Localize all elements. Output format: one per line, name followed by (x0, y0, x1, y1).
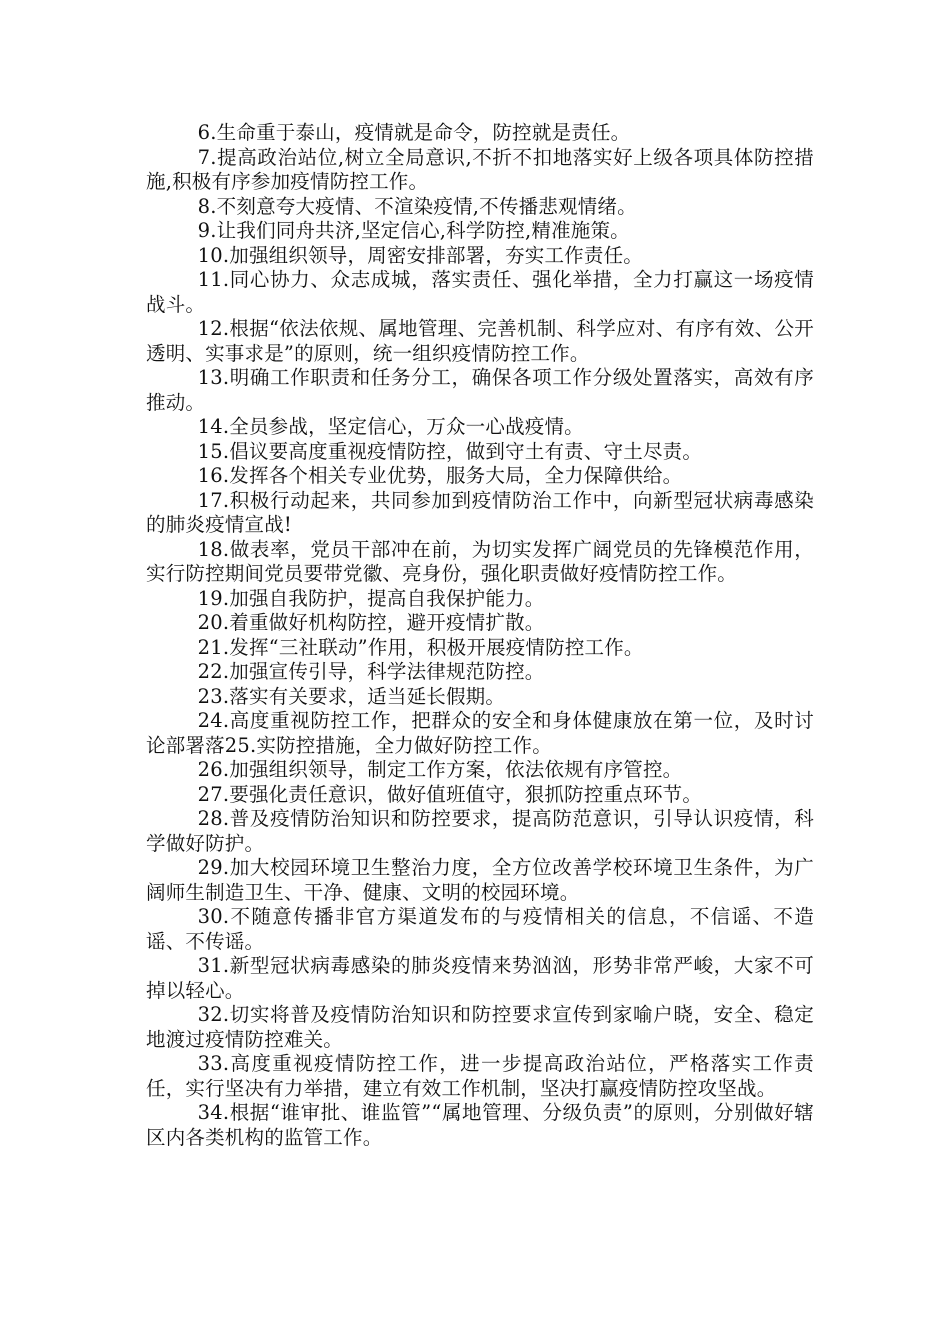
list-item: 26.加强组织领导，制定工作方案，依法依规有序管控。 (197, 758, 683, 781)
list-item: 33.高度重视疫情防控工作，进一步提高政治站位，严格落实工作责任，实行坚决有力举措，建立有效工作机制，坚决打赢疫情防控攻坚战。 (146, 1052, 814, 1100)
list-item: 20.着重做好机构防控，避开疫情扩散。 (197, 611, 545, 634)
list-item: 23.落实有关要求，适当延长假期。 (197, 684, 506, 708)
list-item: 9.让我们同舟共济,坚定信心,科学防控,精准施策。 (197, 219, 630, 242)
list-item: 21.发挥“三社联动”作用，积极开展疫情防控工作。 (197, 635, 644, 659)
list-item: 31.新型冠状病毒感染的肺炎疫情来势汹汹，形势非常严峻，大家不可掉以轻心。 (146, 954, 814, 1002)
list-item: 27.要强化责任意识，做好值班值守，狠抓防控重点环节。 (197, 782, 703, 806)
list-item: 7.提高政治站位,树立全局意识,不折不扣地落实好上级各项具体防控措施,积极有序参加疫情防控工作。 (146, 145, 814, 193)
document-body (146, 121, 814, 1150)
list-item: 32.切实将普及疫情防治知识和防控要求宣传到家喻户晓，安全、稳定地渡过疫情防控难关。 (146, 1003, 814, 1051)
list-item: 6.生命重于泰山，疫情就是命令，防控就是责任。 (197, 121, 631, 144)
list-item: 18.做表率，党员干部冲在前，为切实发挥广阔党员的先锋模范作用，实行防控期间党员要带党徽、亮身份，强化职责做好疫情防控工作。 (146, 537, 814, 585)
list-item: 17.积极行动起来，共同参加到疫情防治工作中，向新型冠状病毒感染的肺炎疫情宣战! (146, 488, 814, 536)
list-item: 16.发挥各个相关专业优势，服务大局，全力保障供给。 (197, 464, 683, 487)
list-item: 30.不随意传播非官方渠道发布的与疫情相关的信息，不信谣、不造谣、不传谣。 (146, 905, 814, 953)
list-item: 22.加强宣传引导，科学法律规范防控。 (197, 660, 545, 683)
list-item: 29.加大校园环境卫生整治力度，全方位改善学校环境卫生条件，为广阔师生制造卫生、干净、健康、文明的校园环境。 (146, 856, 814, 904)
list-item: 11.同心协力、众志成城，落实责任、强化举措，全力打赢这一场疫情战斗。 (146, 268, 814, 316)
list-item: 13.明确工作职责和任务分工，确保各项工作分级处置落实，高效有序推动。 (146, 366, 814, 414)
list-item: 28.普及疫情防治知识和防控要求，提高防范意识，引导认识疫情，科学做好防护。 (146, 807, 814, 855)
list-item: 15.倡议要高度重视疫情防控，做到守土有责、守土尽责。 (197, 439, 703, 463)
list-item: 24.高度重视防控工作，把群众的安全和身体健康放在第一位，及时讨论部署落25.实防控措施，全力做好防控工作。 (146, 709, 814, 757)
list-item: 34.根据“谁审批、谁监管”“属地管理、分级负责”的原则，分别做好辖区内各类机构的监管工作。 (146, 1101, 814, 1149)
list-item: 8.不刻意夸大疫情、不渲染疫情,不传播悲观情绪。 (197, 194, 637, 218)
list-item: 12.根据“依法依规、属地管理、完善机制、科学应对、有序有效、公开透明、实事求是”的原则，统一组织疫情防控工作。 (146, 317, 814, 365)
list-item: 19.加强自我防护，提高自我保护能力。 (197, 586, 545, 610)
list-item: 10.加强组织领导，周密安排部署，夯实工作责任。 (197, 243, 643, 267)
list-item: 14.全员参战，坚定信心，万众一心战疫情。 (197, 415, 584, 438)
